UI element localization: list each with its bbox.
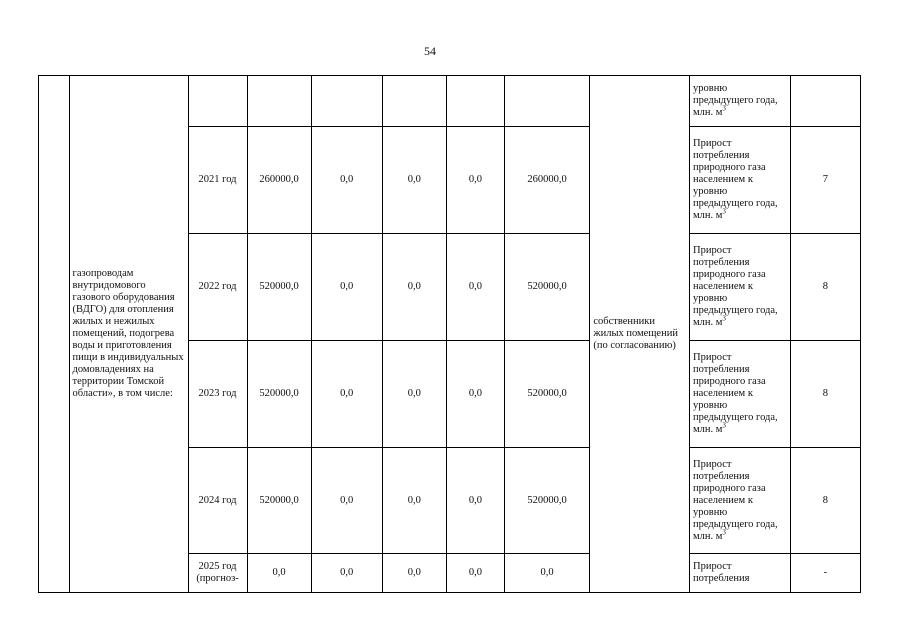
empty-cell [504,76,589,127]
value-cell: 520000,0 [504,341,589,448]
indicator-text: Прирост потребления природного газа населением к уровню предыдущего года, млн. м [693,245,778,328]
indicator-cell [690,127,791,234]
year-cell: 2022 год [188,234,247,341]
indicator-text: Прирост потребления природного газа населением к уровню предыдущего года, млн. м [693,138,778,221]
value-cell: 0,0 [382,127,446,234]
value-cell: 520000,0 [504,448,589,554]
total-cell: 520000,0 [247,234,311,341]
value-cell: 520000,0 [504,234,589,341]
empty-cell [446,76,504,127]
indicator-text: Прирост потребления природного газа населением к уровню предыдущего года, млн. м [693,458,778,542]
value-cell: 0,0 [382,341,446,448]
year-cell: 2024 год [188,448,247,554]
indicator-value-cell: - [790,554,860,593]
year-cell: 2021 год [188,127,247,234]
value-cell: 0,0 [311,234,382,341]
indicator-text: Прирост потребления природного газа населением к уровню предыдущего года, млн. м [693,352,778,435]
unit-superscript: 3 [722,104,726,113]
value-cell: 0,0 [382,554,446,593]
value-cell: 0,0 [446,341,504,448]
year-cell: 2023 год [188,341,247,448]
indicator-value-cell: 8 [790,234,860,341]
empty-cell [247,76,311,127]
value-cell: 0,0 [382,448,446,554]
year-cell: 2025 год (прогноз- [188,554,247,593]
indicator-cell [690,76,791,127]
total-cell: 520000,0 [247,448,311,554]
program-table [38,75,861,593]
table-row [39,76,861,127]
value-cell: 0,0 [446,554,504,593]
total-cell: 0,0 [247,554,311,593]
empty-cell [790,76,860,127]
value-cell: 0,0 [311,448,382,554]
value-cell: 0,0 [446,448,504,554]
total-cell: 520000,0 [247,341,311,448]
activity-name-cell: газопроводам внутридомового газового оборудования (ВДГО) для отопления жилых и нежилых помещений, подогрева воды и приготовления пищи в индивидуальных домовладениях на территории Томской области», в том числе: [69,76,188,593]
executor-cell: собственники жилых помещений (по согласованию) [590,76,690,593]
indicator-value-cell: 8 [790,448,860,554]
empty-cell [382,76,446,127]
value-cell: 0,0 [311,341,382,448]
empty-cell [188,76,247,127]
indicator-value-cell: 7 [790,127,860,234]
indicator-text: уровню предыдущего года, млн. м [693,83,778,118]
value-cell: 260000,0 [504,127,589,234]
indicator-value-cell: 8 [790,341,860,448]
number-cell [39,76,70,593]
indicator-cell [690,448,791,554]
empty-cell [311,76,382,127]
value-cell: 0,0 [382,234,446,341]
unit-superscript: 3 [722,314,726,323]
indicator-cell [690,341,791,448]
total-cell: 260000,0 [247,127,311,234]
value-cell: 0,0 [311,127,382,234]
value-cell: 0,0 [446,234,504,341]
indicator-cell: Прирост потребления [690,554,791,593]
unit-superscript: 3 [722,528,726,536]
page-number: 54 [424,44,436,58]
value-cell: 0,0 [504,554,589,593]
value-cell: 0,0 [446,127,504,234]
unit-superscript: 3 [722,421,726,430]
unit-superscript: 3 [722,207,726,216]
indicator-cell [690,234,791,341]
value-cell: 0,0 [311,554,382,593]
